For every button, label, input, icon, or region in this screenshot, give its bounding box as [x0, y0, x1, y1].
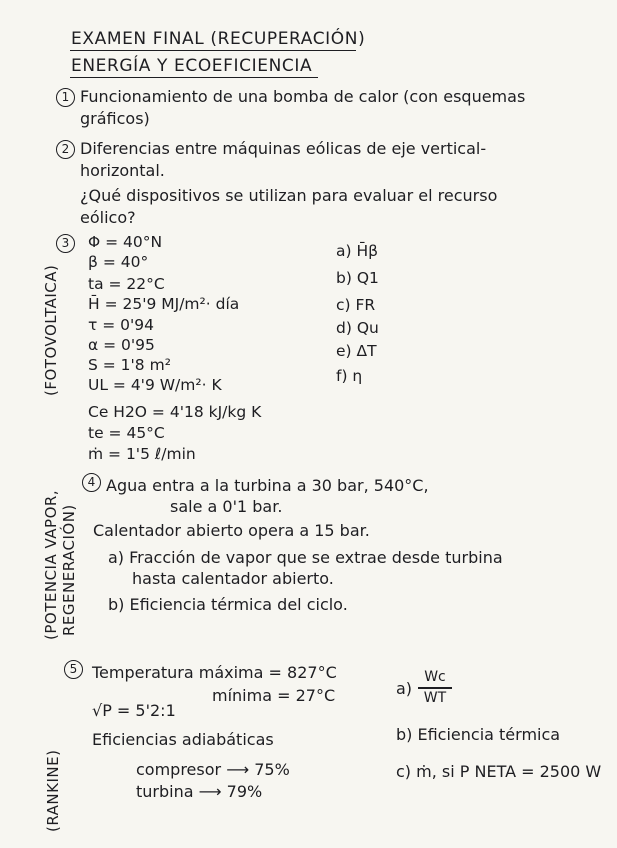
data-inlet-temp: te = 45°C — [88, 424, 165, 442]
work-ratio-fraction — [418, 670, 452, 706]
question-4-line-3: Calentador abierto opera a 15 bar. — [93, 521, 370, 540]
data-absorptance: α = 0'95 — [88, 336, 155, 354]
data-specific-heat: Ce H2O = 4'18 kJ/kg K — [88, 403, 262, 421]
fraction-bar — [418, 687, 452, 688]
question-3-item-c: c) FR — [336, 296, 376, 314]
question-2-number: 2 — [56, 140, 75, 159]
question-1-line-1: Funcionamiento de una bomba de calor (con esquemas — [80, 87, 526, 106]
question-2-line-3: ¿Qué dispositivos se utilizan para evaluar el recurso — [80, 186, 498, 205]
question-4-item-a-line-2: hasta calentador abierto. — [132, 569, 334, 588]
turbine-efficiency: turbina ⟶ 79% — [136, 782, 263, 801]
min-temperature: mínima = 27°C — [212, 686, 336, 705]
question-2-line-1: Diferencias entre máquinas eólicas de eje vertical- — [80, 139, 487, 158]
question-3-item-b: b) Q1 — [336, 269, 379, 287]
subtitle-underline — [70, 77, 318, 78]
compressor-efficiency: compresor ⟶ 75% — [136, 760, 290, 779]
question-5-number: 5 — [64, 660, 83, 679]
adiabatic-efficiencies-title: Eficiencias adiabáticas — [92, 730, 274, 749]
data-tilt: β = 40° — [88, 253, 149, 271]
question-2-line-4: eólico? — [80, 208, 136, 227]
question-3-item-a: a) H̄β — [336, 242, 379, 260]
question-4-line-2: sale a 0'1 bar. — [170, 497, 283, 516]
question-4-number: 4 — [82, 473, 101, 492]
question-3-item-e: e) ΔT — [336, 342, 377, 360]
question-3-number: 3 — [56, 234, 75, 253]
data-irradiation: H̄ = 25'9 MJ/m²· día — [88, 295, 240, 313]
work-ratio-numerator: Wc — [424, 669, 446, 685]
data-ambient-temp: ta = 22°C — [88, 275, 165, 293]
question-3-side-label: (FOTOVOLTAICA) — [42, 264, 60, 396]
question-5-side-label: (RANKINE) — [44, 749, 62, 832]
pressure-ratio: √P = 5'2:1 — [92, 701, 176, 720]
data-latitude: Φ = 40°N — [88, 233, 163, 251]
work-ratio-denominator: WT — [423, 689, 447, 706]
question-4-item-b: b) Eficiencia térmica del ciclo. — [108, 595, 348, 614]
question-3-item-f: f) η — [336, 367, 363, 385]
question-5-item-b: b) Eficiencia térmica — [396, 725, 561, 744]
question-5-item-a-label: a) — [396, 679, 413, 698]
question-4-side-label-2: REGENERACIÓN) — [60, 504, 78, 636]
data-area: S = 1'8 m² — [88, 356, 171, 374]
max-temperature: Temperatura máxima = 827°C — [92, 663, 337, 682]
question-2-line-2: horizontal. — [80, 161, 165, 180]
data-transmittance: τ = 0'94 — [88, 316, 155, 334]
question-4-line-1: Agua entra a la turbina a 30 bar, 540°C, — [106, 476, 429, 495]
exam-subtitle: ENERGÍA Y ECOEFICIENCIA — [71, 56, 313, 76]
question-4-side-label-1: (POTENCIA VAPOR, — [42, 489, 60, 640]
data-loss-coefficient: UL = 4'9 W/m²· K — [88, 376, 222, 394]
question-4-item-a-line-1: a) Fracción de vapor que se extrae desde turbina — [108, 548, 503, 567]
question-1-line-2: gráficos) — [80, 109, 150, 128]
exam-title: EXAMEN FINAL (RECUPERACIÓN) — [71, 29, 366, 49]
title-underline — [70, 50, 356, 51]
question-3-item-d: d) Qu — [336, 319, 379, 337]
question-1-number: 1 — [56, 88, 75, 107]
data-mass-flow: ṁ = 1'5 ℓ/min — [88, 445, 196, 463]
question-5-item-c: c) ṁ, si P NETA = 2500 W — [396, 762, 602, 781]
